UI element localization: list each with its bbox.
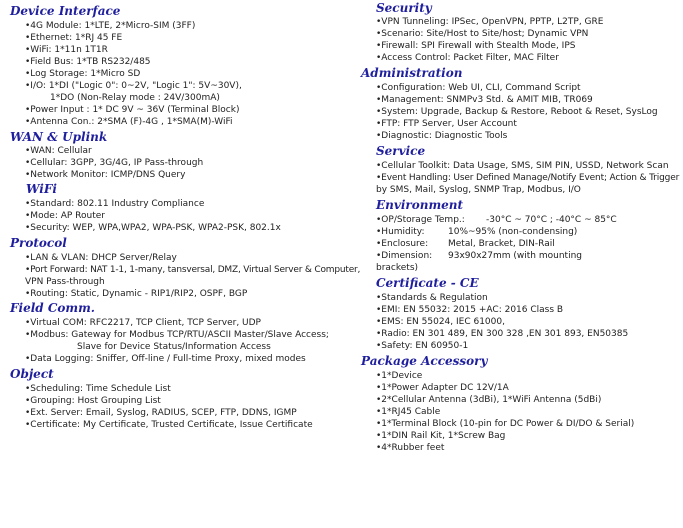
- spec-item: •Management: SNMPv3 Std. & AMIT MIB, TR069: [376, 95, 593, 105]
- section-security: [361, 1, 681, 64]
- heading-field-comm: Field Comm.: [10, 301, 95, 315]
- spec-item: •Field Bus: 1*TB RS232/485: [25, 57, 151, 67]
- heading-object: Object: [10, 367, 54, 381]
- section-certificate: [361, 276, 681, 352]
- spec-item: •4G Module: 1*LTE, 2*Micro-SIM (3FF): [25, 21, 196, 31]
- spec-item-continuation: 1*DO (Non-Relay mode : 24V/300mA): [50, 93, 220, 103]
- right-column: [361, 0, 681, 454]
- spec-item: •FTP: FTP Server, User Account: [376, 119, 517, 129]
- heading-environment: Environment: [376, 198, 464, 212]
- spec-item: •Scheduling: Time Schedule List: [25, 384, 171, 394]
- spec-item: •Scenario: Site/Host to Site/host; Dynamic VPN: [376, 29, 589, 39]
- env-value: 93x90x27mm (with mounting: [448, 251, 582, 261]
- spec-item: •1*Device: [376, 371, 423, 381]
- section-wan-uplink: [10, 130, 360, 181]
- section-protocol: [10, 236, 360, 300]
- spec-item-continuation: by SMS, Mail, Syslog, SNMP Trap, Modbus, I/O: [376, 185, 581, 195]
- spec-item: •Standards & Regulation: [376, 293, 488, 303]
- section-wifi: [10, 182, 360, 234]
- heading-administration: Administration: [361, 66, 463, 80]
- spec-item: •Mode: AP Router: [25, 211, 105, 221]
- spec-item: •Grouping: Host Grouping List: [25, 396, 161, 406]
- env-row: [376, 214, 681, 226]
- spec-item: •Certificate: My Certificate, Trusted Certificate, Issue Certificate: [25, 420, 313, 430]
- left-column: [10, 0, 360, 431]
- spec-item: •Standard: 802.11 Industry Compliance: [25, 199, 205, 209]
- spec-item: •1*Power Adapter DC 12V/1A: [376, 383, 509, 393]
- spec-item: •4*Rubber feet: [376, 443, 445, 453]
- spec-item: •Ext. Server: Email, Syslog, RADIUS, SCEP, FTP, DDNS, IGMP: [25, 408, 297, 418]
- env-label: •Enclosure:: [376, 239, 429, 249]
- spec-item: •Power Input : 1* DC 9V ~ 36V (Terminal Block): [25, 105, 240, 115]
- heading-certificate: Certificate - CE: [376, 276, 479, 290]
- spec-item: •Diagnostic: Diagnostic Tools: [376, 131, 508, 141]
- spec-item: •LAN & VLAN: DHCP Server/Relay: [25, 253, 177, 263]
- spec-item: •1*DIN Rail Kit, 1*Screw Bag: [376, 431, 506, 441]
- heading-service: Service: [376, 144, 426, 158]
- env-label: •OP/Storage Temp.:: [376, 215, 465, 225]
- spec-item: •Virtual COM: RFC2217, TCP Client, TCP Server, UDP: [25, 318, 261, 328]
- env-row: [376, 226, 681, 238]
- spec-item: •VPN Tunneling: IPSec, OpenVPN, PPTP, L2TP, GRE: [376, 17, 604, 27]
- heading-package: Package Accessory: [361, 354, 488, 368]
- spec-item: •Safety: EN 60950-1: [376, 341, 469, 351]
- section-service: [361, 144, 681, 196]
- heading-wan-uplink: WAN & Uplink: [10, 130, 108, 144]
- spec-item: •Routing: Static, Dynamic - RIP1/RIP2, OSPF, BGP: [25, 289, 248, 299]
- section-device-interface: [10, 4, 360, 128]
- section-administration: [361, 66, 681, 142]
- spec-item: •Firewall: SPI Firewall with Stealth Mode, IPS: [376, 41, 576, 51]
- spec-item: •Port Forward: NAT 1-1, 1-many, tansversal, DMZ, Virtual Server & Computer,: [25, 265, 361, 275]
- spec-item: •WAN: Cellular: [25, 146, 92, 156]
- spec-item: •Event Handling: User Defined Manage/Notify Event; Action & Trigger: [376, 173, 680, 183]
- spec-item: •Log Storage: 1*Micro SD: [25, 69, 141, 79]
- spec-item: •1*Terminal Block (10-pin for DC Power & DI/DO & Serial): [376, 419, 635, 429]
- spec-item: •Security: WEP, WPA,WPA2, WPA-PSK, WPA2-PSK, 802.1x: [25, 223, 281, 233]
- spec-item: •Antenna Con.: 2*SMA (F)-4G , 1*SMA(M)-WiFi: [25, 117, 233, 127]
- spec-item: •1*RJ45 Cable: [376, 407, 441, 417]
- spec-item: •I/O: 1*DI ("Logic 0": 0~2V, "Logic 1": 5V~30V),: [25, 81, 242, 91]
- spec-item: •EMS: EN 55024, IEC 61000,: [376, 317, 505, 327]
- env-value: Metal, Bracket, DIN-Rail: [448, 239, 555, 249]
- spec-item: •Ethernet: 1*RJ 45 FE: [25, 33, 123, 43]
- env-value: 10%~95% (non-condensing): [448, 227, 578, 237]
- spec-item: •Cellular: 3GPP, 3G/4G, IP Pass-through: [25, 158, 204, 168]
- heading-protocol: Protocol: [10, 236, 67, 250]
- env-value: -30°C ~ 70°C ; -40°C ~ 85°C: [486, 215, 617, 225]
- spec-item: •Cellular Toolkit: Data Usage, SMS, SIM PIN, USSD, Network Scan: [376, 161, 669, 171]
- spec-item: •Radio: EN 301 489, EN 300 328 ,EN 301 893, EN50385: [376, 329, 629, 339]
- env-row-continuation: brackets): [376, 263, 419, 273]
- section-field-comm: [10, 301, 360, 365]
- section-environment: [361, 198, 681, 274]
- spec-item: •2*Cellular Antenna (3dBi), 1*WiFi Antenna (5dBi): [376, 395, 602, 405]
- heading-security: Security: [376, 1, 432, 15]
- spec-item: •Access Control: Packet Filter, MAC Filter: [376, 53, 559, 63]
- section-package: [361, 354, 681, 454]
- section-object: [10, 367, 360, 431]
- heading-device-interface: Device Interface: [10, 4, 121, 18]
- env-row: [376, 238, 681, 250]
- spec-item: •Modbus: Gateway for Modbus TCP/RTU/ASCII Master/Slave Access;: [25, 330, 329, 340]
- heading-wifi: WiFi: [26, 182, 57, 196]
- spec-item: •WiFi: 1*11n 1T1R: [25, 45, 108, 55]
- spec-item: •EMI: EN 55032: 2015 +AC: 2016 Class B: [376, 305, 564, 315]
- env-label: •Humidity:: [376, 227, 425, 237]
- spec-item: •Network Monitor: ICMP/DNS Query: [25, 170, 186, 180]
- spec-item-continuation: VPN Pass-through: [25, 277, 105, 287]
- spec-item: •Configuration: Web UI, CLI, Command Script: [376, 83, 581, 93]
- spec-item: •System: Upgrade, Backup & Restore, Reboot & Reset, SysLog: [376, 107, 658, 117]
- env-label: •Dimension:: [376, 251, 433, 261]
- spec-item: •Data Logging: Sniffer, Off-line / Full-time Proxy, mixed modes: [25, 354, 306, 364]
- env-row: [376, 250, 681, 262]
- spec-item-continuation: Slave for Device Status/Information Access: [77, 342, 271, 352]
